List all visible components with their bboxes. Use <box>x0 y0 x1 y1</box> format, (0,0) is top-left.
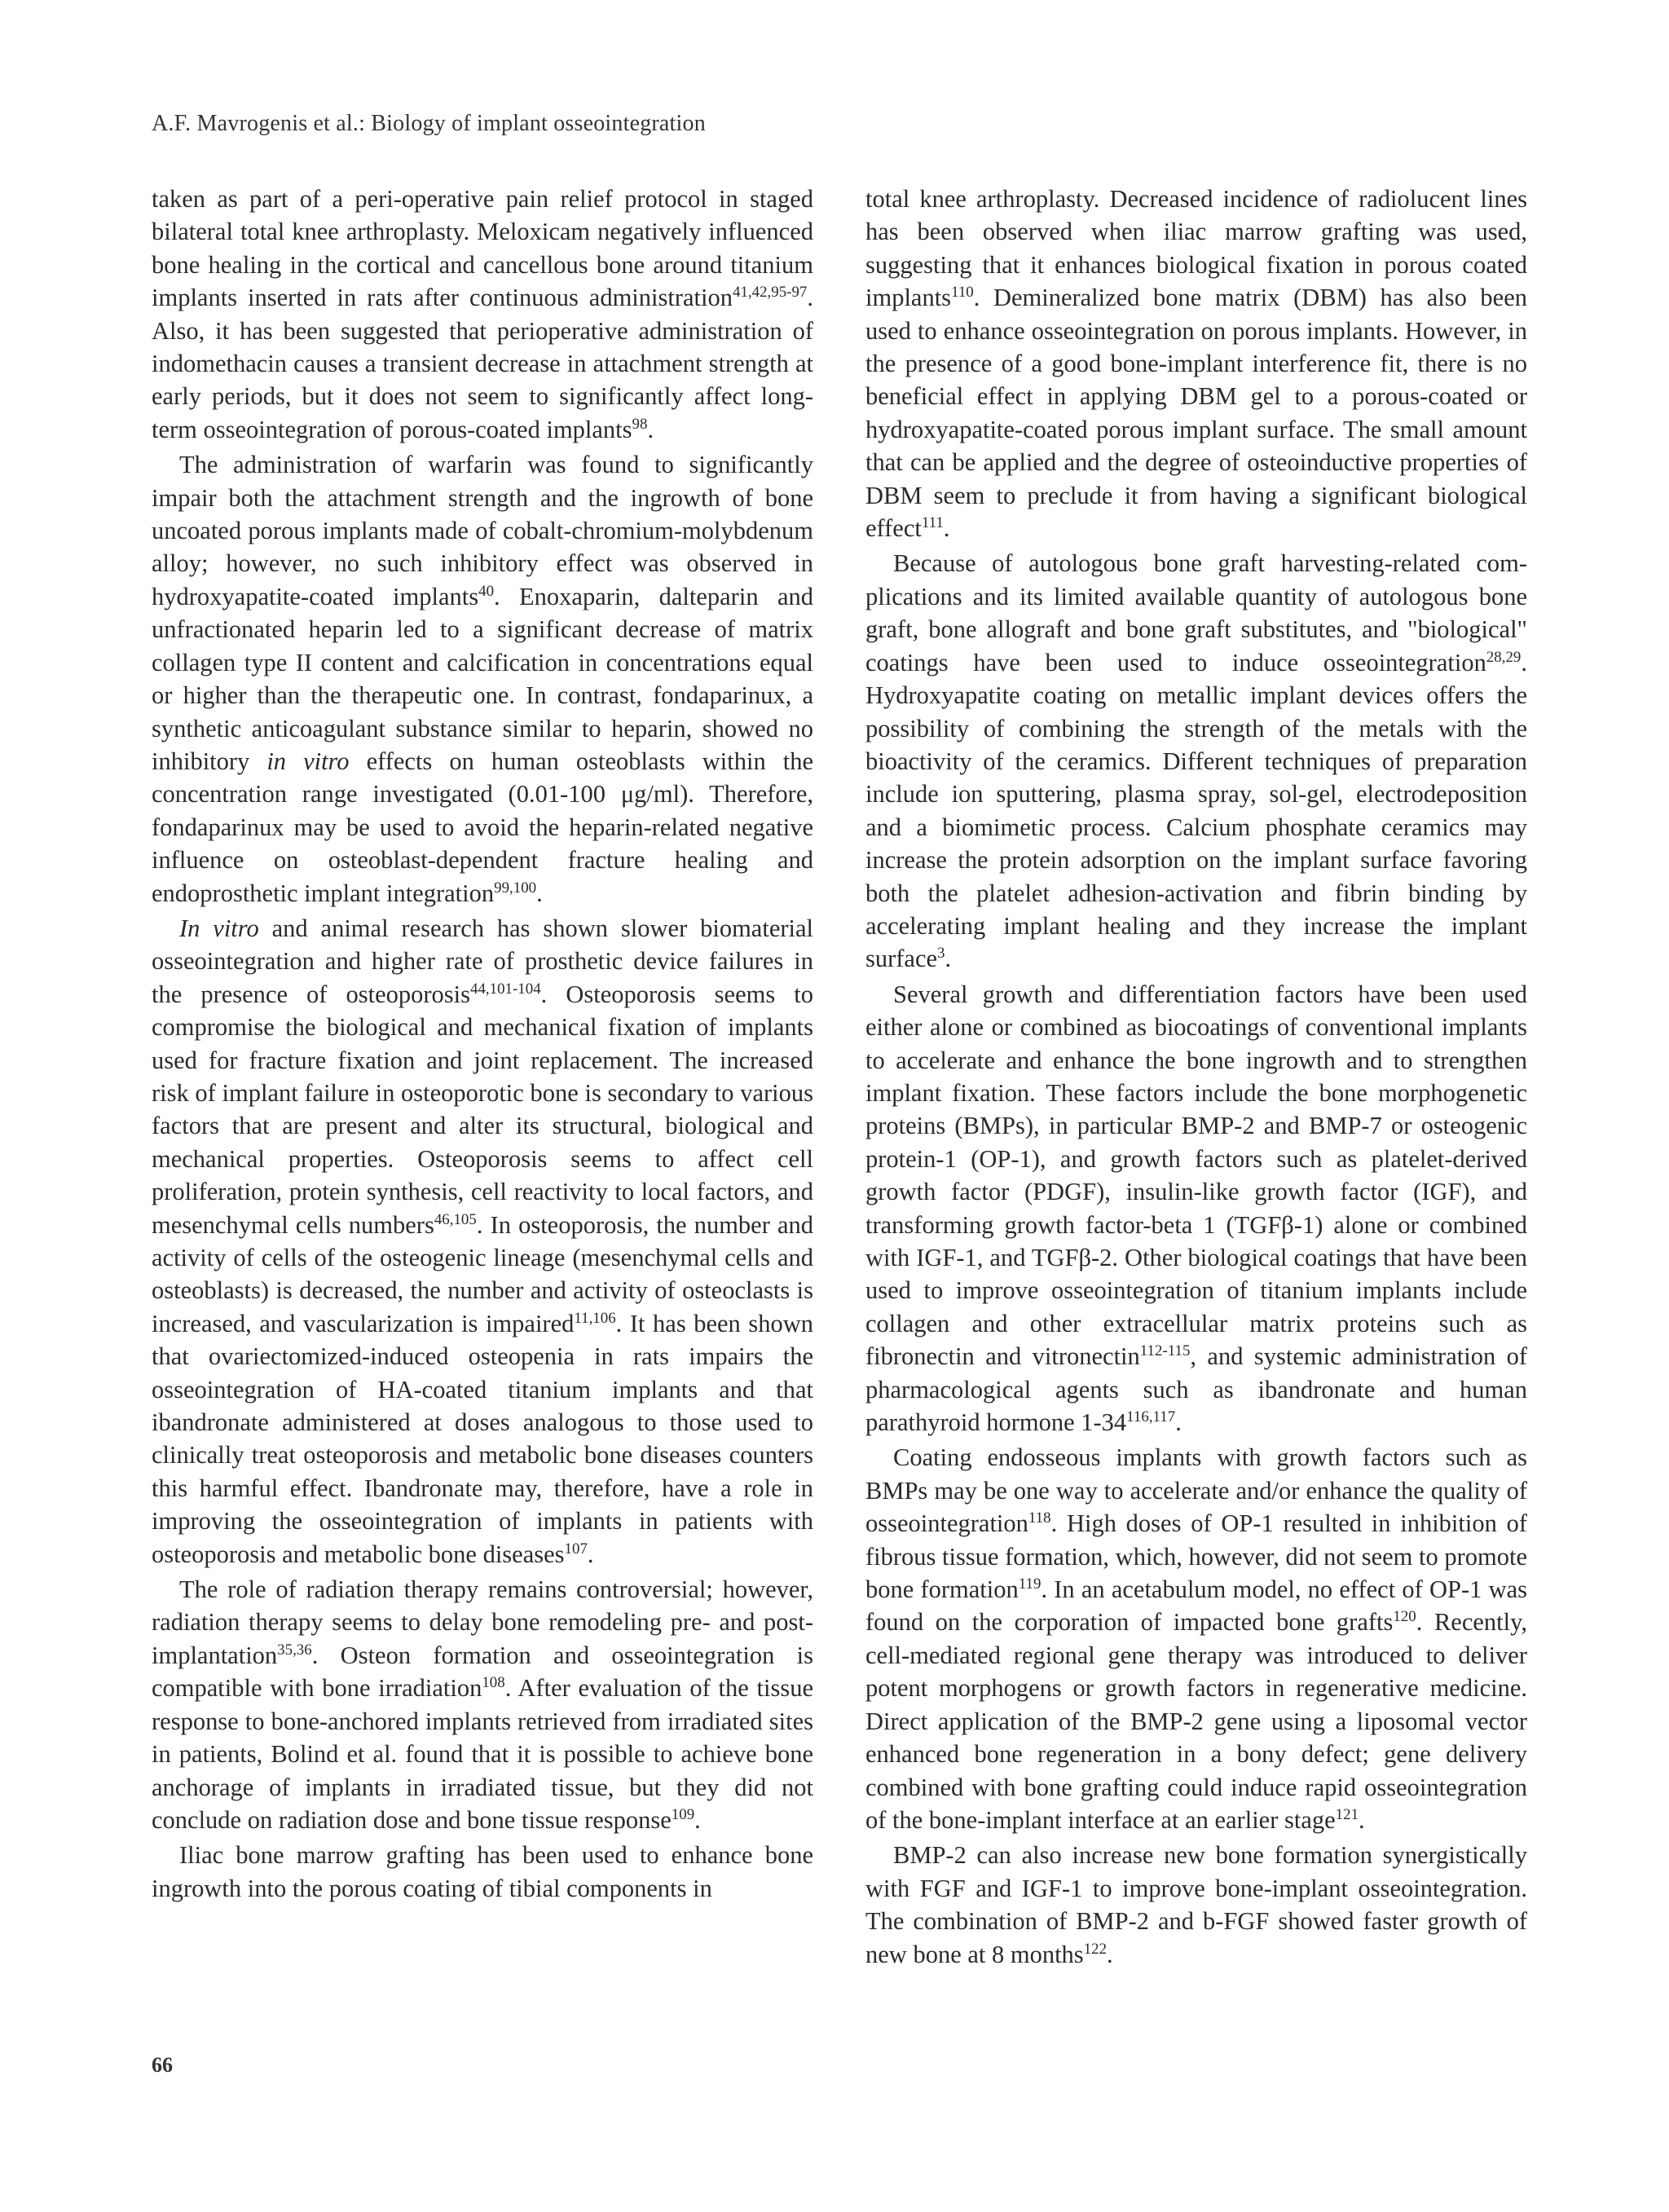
paragraph: Several growth and differentiation factors have been used either alone or combined as biocoatings of conventional implants to accelerate and enhance the bone ingrowth and to strengthen implant fixation. These factors include the bone morphogenetic proteins (BMPs), in particular BMP-2 and BMP-7 or osteogenic protein-1 (OP-1), and growth factors such as platelet-derived growth factor (PDGF), insulin-like growth factor (IGF), and transforming growth factor-beta 1 (TGFβ-1) alone or combined with IGF-1, and TGFβ-2. Other biological coatings that have been used to improve osseointegration of titanium implants include collagen and other extracellular matrix proteins such as fibronectin and vitronectin$^{112-115}$, and systemic administration of pharmacological agents such as ibandronate and human parathyroid hormone 1-34$^{116,117}$. <box>865 980 1527 1437</box>
right-column <box>865 183 1527 1973</box>
paragraph: BMP-2 can also increase new bone formation synergistically with FGF and IGF-1 to improve bone-implant osseointegration. The combination of BMP-2 and b-FGF showed faster growth of new bone at 8 months$^{122}$. <box>865 1841 1527 1968</box>
paragraph: taken as part of a peri-operative pain relief protocol in staged bilateral total knee arthroplasty. Meloxicam negatively influenced bone healing in the cortical and cancellous bone around titanium implants inserted in rats after continuous administration$^{41,42,95-97}$. Also, it has been suggested that perioperative administration of indomethacin causes a transient decrease in attachment strength at early periods, but it does not seem to significantly affect long-term osseointegration of porous-coated implants$^{98}$. <box>152 185 813 443</box>
paragraph: In vitro and animal research has shown slower biomaterial osseointegration and higher rate of prosthetic device failures in the presence of osteoporosis$^{44,101-104}$. Osteoporosis seems to compromise the biological and mechanical fixation of implants used for fracture fixation and joint replacement. The increased risk of implant failure in osteoporotic bone is secondary to various factors that are present and alter its structural, biological and mechanical properties. Osteoporosis seems to affect cell proliferation, protein synthesis, cell reactivity to local factors, and mesenchymal cells numbers$^{46,105}$. In osteoporosis, the number and activity of cells of the osteogenic lineage (mesenchymal cells and osteoblasts) is decreased, the number and activity of osteoclasts is increased, and vascularization is impaired$^{11,106}$. It has been shown that ovariectomized-induced osteopenia in rats impairs the osseointegration of HA-coated titanium implants and that ibandronate administered at doses analogous to those used to clinically treat osteoporosis and metabolic bone diseases counters this harmful effect. Ibandronate may, therefore, have a role in improving the osseointegration of implants in patients with osteoporosis and metabolic bone diseases$^{107}$. <box>152 914 814 1568</box>
running-header: A.F. Mavrogenis et al.: Biology of implant osseointegration <box>152 111 706 136</box>
paragraph: Iliac bone marrow grafting has been used to enhance bone ingrowth into the porous coating of tibial components in <box>152 1841 813 1902</box>
paragraph: Coating endosseous implants with growth factors such as BMPs may be one way to accelerate and/or enhance the quality of osseointegration$^{118}$. High doses of OP-1 resulted in inhibition of fibrous tissue formation, which, however, did not seem to promote bone formation$^{119}$. In an acetabulum model, no effect of OP-1 was found on the corporation of impacted bone grafts$^{120}$. Recently, cell-mediated regional gene therapy was introduced to deliver potent morphogens or growth factors in regenerative medicine. Direct application of the BMP-2 gene using a liposomal vector enhanced bone regeneration in a bony defect; gene delivery combined with bone grafting could induce rapid osseointegration of the bone-implant interface at an earlier stage$^{121}$. <box>865 1443 1528 1834</box>
paragraph: The administration of warfarin was found to significantly impair both the attachment strength and the ingrowth of bone uncoated porous implants made of cobalt-chromium-molybdenum alloy; however, no such inhibitory effect was observed in hydroxyapatite-coated implants$^{40}$. Enoxaparin, dalteparin and unfractionated heparin led to a significant decrease of matrix collagen type II content and calcification in concentrations equal or higher than the therapeutic one. In contrast, fondaparinux, a synthetic anticoagulant substance similar to heparin, showed no inhibitory in vitro effects on human osteoblasts within the concentration range investigated (0.01-100 μg/ml). Therefore, fondaparinux may be used to avoid the heparin-related negative influence on osteoblast-dependent fracture healing and endoprosthetic implant integration$^{99,100}$. <box>152 451 813 907</box>
left-column <box>152 183 813 1907</box>
paragraph: The role of radiation therapy remains controversial; however, radiation therapy seems to delay bone remodeling pre- and post-implantation$^{35,36}$. Osteon formation and osseointegration is compatible with bone irradiation$^{108}$. After evaluation of the tissue response to bone-anchored implants retrieved from irradiated sites in patients, Bolind et al. found that it is possible to achieve bone anchorage of implants in irradiated tissue, but they did not conclude on radiation dose and bone tissue response$^{109}$. <box>152 1575 813 1834</box>
page-number: 66 <box>152 2053 173 2077</box>
paragraph: Because of autologous bone graft harvesting-related complications and its limited available quantity of autologous bone graft, bone allograft and bone graft substitutes, and "biological" coatings have been used to induce osseointegration$^{28,29}$. Hydroxyapatite coating on metallic implant devices offers the possibility of combining the strength of the metals with the bioactivity of the ceramics. Different techniques of preparation include ion sputtering, plasma spray, sol-gel, electrodeposition and a biomimetic process. Calcium phosphate ceramics may increase the protein adsorption on the implant surface favoring both the platelet adhesion-activation and fibrin binding by accelerating implant healing and they increase the implant surface$^3$. <box>865 549 1527 973</box>
paragraph: total knee arthroplasty. Decreased incidence of radiolucent lines has been observed when iliac marrow grafting was used, suggesting that it enhances biological fixation in porous coated implants$^{110}$. Demineralized bone matrix (DBM) has also been used to enhance osseointegration on porous implants. However, in the presence of a good bone-implant interference fit, there is no beneficial effect in applying DBM gel to a porous-coated or hydroxyapatite-coated porous implant surface. The small amount that can be applied and the degree of osteoinductive properties of DBM seem to preclude it from having a significant biological effect$^{111}$. <box>865 185 1527 543</box>
